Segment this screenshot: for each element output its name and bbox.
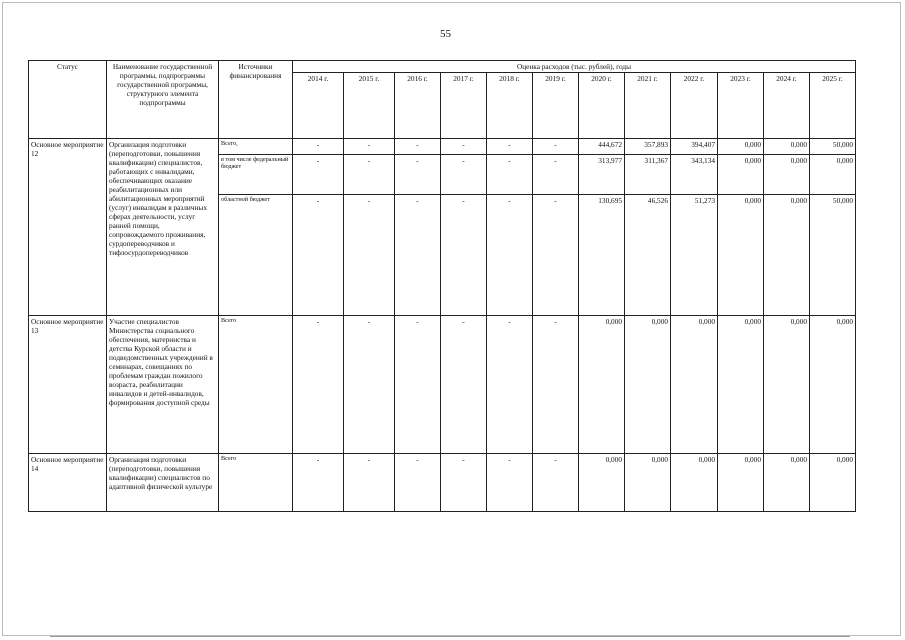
- value-cell: 394,407: [671, 139, 718, 155]
- value-cell: 0,000: [625, 454, 671, 512]
- bottom-rule: [50, 636, 850, 637]
- value-cell: 313,977: [579, 155, 625, 195]
- value-cell: -: [487, 139, 533, 155]
- value-cell: 0,000: [718, 316, 764, 454]
- value-cell: 311,367: [625, 155, 671, 195]
- budget-table: [28, 60, 856, 512]
- value-cell: 0,000: [810, 155, 856, 195]
- value-cell: 0,000: [718, 454, 764, 512]
- value-cell: -: [441, 454, 487, 512]
- funding-source: областной бюджет: [219, 195, 293, 316]
- event-status: Основное мероприятие 13: [29, 316, 107, 454]
- value-cell: 444,672: [579, 139, 625, 155]
- value-cell: -: [533, 195, 579, 316]
- value-cell: 130,695: [579, 195, 625, 316]
- value-cell: -: [293, 316, 344, 454]
- value-cell: 0,000: [764, 316, 810, 454]
- value-cell: 0,000: [625, 316, 671, 454]
- value-cell: 50,000: [810, 195, 856, 316]
- value-cell: -: [344, 155, 395, 195]
- value-cell: -: [533, 454, 579, 512]
- year-header: 2014 г.: [293, 73, 344, 139]
- value-cell: -: [441, 155, 487, 195]
- value-cell: -: [293, 139, 344, 155]
- value-cell: -: [344, 454, 395, 512]
- value-cell: 0,000: [764, 139, 810, 155]
- table-row: [29, 139, 856, 155]
- value-cell: 357,893: [625, 139, 671, 155]
- funding-source: Всего,: [219, 139, 293, 155]
- year-header: 2015 г.: [344, 73, 395, 139]
- value-cell: -: [441, 139, 487, 155]
- year-header: 2020 г.: [579, 73, 625, 139]
- funding-source: Всего: [219, 316, 293, 454]
- value-cell: 0,000: [718, 139, 764, 155]
- value-cell: -: [533, 139, 579, 155]
- year-header: 2019 г.: [533, 73, 579, 139]
- value-cell: -: [395, 316, 441, 454]
- value-cell: 0,000: [764, 454, 810, 512]
- value-cell: -: [487, 454, 533, 512]
- value-cell: -: [293, 454, 344, 512]
- value-cell: -: [487, 155, 533, 195]
- value-cell: 0,000: [810, 454, 856, 512]
- year-header: 2024 г.: [764, 73, 810, 139]
- header-source: Источники финансирования: [219, 61, 293, 139]
- value-cell: -: [441, 195, 487, 316]
- value-cell: 51,273: [671, 195, 718, 316]
- value-cell: -: [441, 316, 487, 454]
- value-cell: -: [395, 139, 441, 155]
- value-cell: -: [344, 195, 395, 316]
- value-cell: 46,526: [625, 195, 671, 316]
- value-cell: 343,134: [671, 155, 718, 195]
- year-header: 2021 г.: [625, 73, 671, 139]
- value-cell: 0,000: [718, 155, 764, 195]
- value-cell: 0,000: [671, 316, 718, 454]
- table-row: [29, 454, 856, 512]
- value-cell: 0,000: [579, 454, 625, 512]
- year-header: 2018 г.: [487, 73, 533, 139]
- value-cell: 0,000: [764, 155, 810, 195]
- value-cell: 0,000: [764, 195, 810, 316]
- header-name: Наименование государственной программы, подпрограммы государственной программы, структурного элемента подпрограммы: [107, 61, 219, 139]
- year-header: 2022 г.: [671, 73, 718, 139]
- value-cell: -: [487, 195, 533, 316]
- value-cell: -: [344, 139, 395, 155]
- value-cell: -: [533, 316, 579, 454]
- value-cell: 0,000: [810, 316, 856, 454]
- value-cell: -: [395, 454, 441, 512]
- funding-source: Всего: [219, 454, 293, 512]
- event-name: Организация подготовки (переподготовки, повышения квалификации) специалистов по адаптивной физической культуре: [107, 454, 219, 512]
- table-row: [29, 316, 856, 454]
- header-expenses: Оценка расходов (тыс. рублей), годы: [293, 61, 856, 73]
- value-cell: -: [395, 155, 441, 195]
- value-cell: 0,000: [671, 454, 718, 512]
- value-cell: -: [293, 155, 344, 195]
- event-name: Организация подготовки (переподготовки, повышения квалификации) специалистов, работающих с инвалидами, обеспечивающих оказание реабилитационных или абилитационных мероприятий (услуг) инвалидам в различных сферах деятельности, услуг ранней помощи, сопровождаемого проживания, сурдопереводчиков и тифлосурдопереводчиков: [107, 139, 219, 316]
- value-cell: 0,000: [579, 316, 625, 454]
- year-header: 2017 г.: [441, 73, 487, 139]
- value-cell: -: [293, 195, 344, 316]
- event-status: Основное мероприятие 14: [29, 454, 107, 512]
- year-header: 2023 г.: [718, 73, 764, 139]
- value-cell: -: [487, 316, 533, 454]
- year-header: 2016 г.: [395, 73, 441, 139]
- page-number: 55: [440, 28, 451, 40]
- year-header: 2025 г.: [810, 73, 856, 139]
- header-status: Статус: [29, 61, 107, 139]
- value-cell: 50,000: [810, 139, 856, 155]
- funding-source: в том числе федеральный бюджет: [219, 155, 293, 195]
- value-cell: -: [395, 195, 441, 316]
- value-cell: -: [344, 316, 395, 454]
- event-name: Участие специалистов Министерства социального обеспечения, материнства и детства Курской области и подведомственных учреждений в семинарах, совещаниях по проблемам граждан пожилого возраста, реабилитации инвалидов и детей-инвалидов, формирования доступной среды: [107, 316, 219, 454]
- value-cell: 0,000: [718, 195, 764, 316]
- event-status: Основное мероприятие 12: [29, 139, 107, 316]
- value-cell: -: [533, 155, 579, 195]
